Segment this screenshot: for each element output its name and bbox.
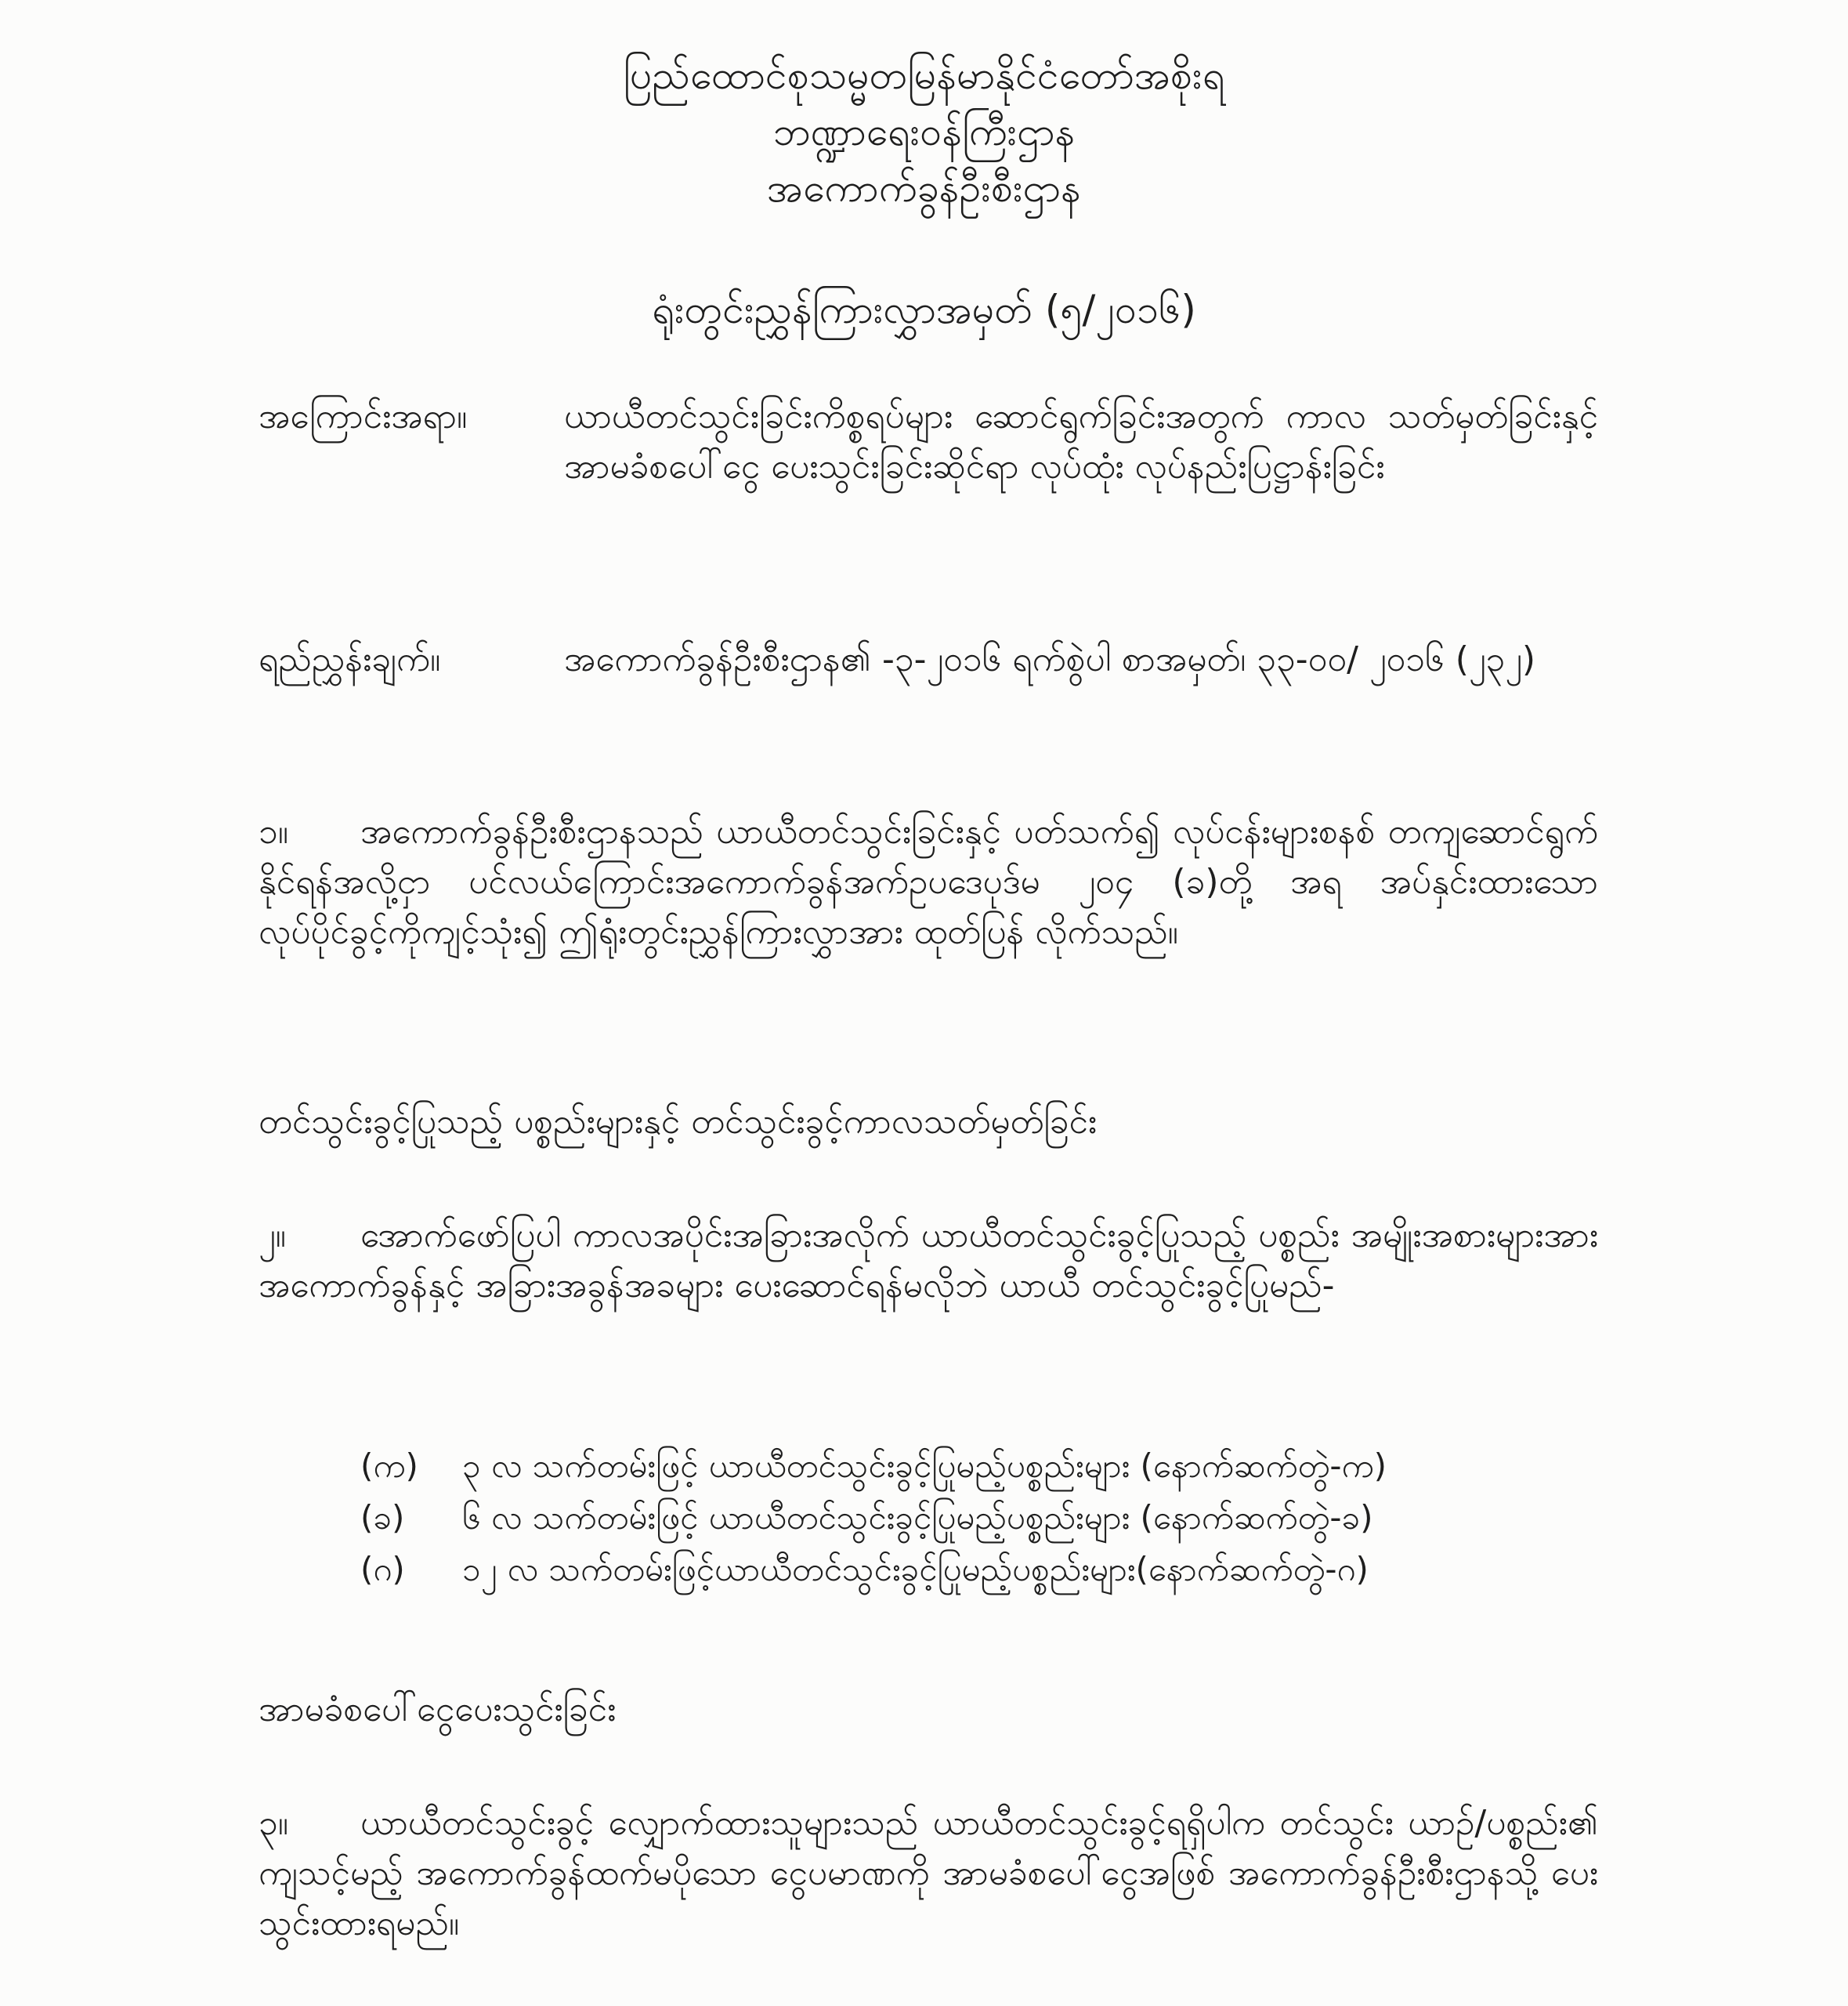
section-heading: တင်သွင်းခွင့်ပြုသည့် ပစ္စည်းများနှင့် တင်သွင်းခွင့်ကာလသတ်မှတ်ခြင်း — [259, 1102, 1098, 1142]
government-name: ပြည်ထောင်စုသမ္မတမြန်မာနိုင်ငံတော်အစိုးရ — [623, 53, 1225, 98]
reference-text: အကောက်ခွန်ဦးစီးဌာန၏ -၃-၂၀၁၆ ရက်စွဲပါ စာအမှတ်၊ ၃၃-၀၀/ ၂၀၁၆ (၂၃၂) — [564, 639, 1536, 679]
temporary-import-list — [360, 1442, 1614, 1597]
list-item — [360, 1494, 1614, 1545]
order-title: ရုံးတွင်းညွှန်ကြားလွှာအမှတ် (၅/၂၀၁၆) — [652, 287, 1196, 332]
list-marker: (က) — [360, 1447, 418, 1485]
paragraph-number: ၂။ — [259, 1215, 286, 1255]
list-item — [360, 1545, 1614, 1597]
list-item — [360, 1442, 1614, 1494]
list-item-text: ၁၂ လ သက်တမ်းဖြင့်ယာယီတင်သွင်းခွင့်ပြုမည့်ပစ္စည်းများ(နောက်ဆက်တွဲ-ဂ) — [462, 1550, 1369, 1588]
subject-label: အကြောင်းအရာ။ — [259, 396, 468, 436]
paragraph-number: ၃။ — [259, 1803, 289, 1843]
ministry-name: ဘဏ္ဍာရေးဝန်ကြီးဌာန — [772, 109, 1076, 154]
document-header — [0, 47, 1848, 216]
reference-label: ရည်ညွှန်းချက်။ — [259, 639, 441, 679]
paragraph-3 — [259, 1798, 1598, 1949]
paragraph-text: ယာယီတင်သွင်းခွင့် လျှောက်ထားသူများသည် ယာယီတင်သွင်းခွင့်ရရှိပါက တင်သွင်း ယာဉ်/ပစ္စည်း၏ ကျသင့်မည့် အကောက်ခွန်ထက်မပိုသော ငွေပမာဏကို အာမခံစပေါ်ငွေအဖြစ် အကောက်ခွန်ဦးစီးဌာနသို့ ပေးသွင်းထားရမည်။ — [259, 1803, 1598, 1943]
paragraph-text: အောက်ဖော်ပြပါ ကာလအပိုင်းအခြားအလိုက် ယာယီတင်သွင်းခွင့်ပြုသည့် ပစ္စည်း အမျိုးအစားများအား အကောက်ခွန်နှင့် အခြားအခွန်အခများ ပေးဆောင်ရန်မလိုဘဲ ယာယီ တင်သွင်းခွင့်ပြုမည်- — [259, 1215, 1598, 1305]
list-marker: (ဂ) — [360, 1550, 405, 1588]
list-item-text: ၆ လ သက်တမ်းဖြင့် ယာယီတင်သွင်းခွင့်ပြုမည့်ပစ္စည်းများ (နောက်ဆက်တွဲ-ခ) — [462, 1498, 1373, 1537]
subject-text: ယာယီတင်သွင်းခြင်းကိစ္စရပ်များ ဆောင်ရွက်ခြင်းအတွက် ကာလ သတ်မှတ်ခြင်းနှင့် အာမခံစပေါ်ငွေ ပေးသွင်းခြင်းဆိုင်ရာ လုပ်ထုံး လုပ်နည်းပြဋ္ဌာန်းခြင်း — [564, 396, 1598, 487]
department-name: အကောက်ခွန်ဦးစီးဌာန — [767, 165, 1081, 211]
paragraph-2 — [259, 1211, 1598, 1311]
list-marker: (ခ) — [360, 1498, 405, 1537]
paragraph-number: ၁။ — [259, 812, 289, 852]
paragraph-1 — [259, 807, 1598, 958]
paragraph-text: အကောက်ခွန်ဦးစီးဌာနသည် ယာယီတင်သွင်းခြင်းနှင့် ပတ်သက်၍ လုပ်ငန်းများစနစ် တကျဆောင်ရွက်နိုင်ရန်အလို့ငှာ ပင်လယ်ကြောင်းအကောက်ခွန်အက်ဥပဒေပုဒ်မ ၂၀၄ (ခ)တို့ အရ အပ်နှင်းထားသော လုပ်ပိုင်ခွင့်ကိုကျင့်သုံး၍ ဤရုံးတွင်းညွှန်ကြားလွှာအား ထုတ်ပြန် လိုက်သည်။ — [259, 812, 1598, 952]
section-heading: အာမခံစပေါ်ငွေပေးသွင်းခြင်း — [259, 1689, 617, 1729]
list-item-text: ၃ လ သက်တမ်းဖြင့် ယာယီတင်သွင်းခွင့်ပြုမည့်ပစ္စည်းများ (နောက်ဆက်တွဲ-က) — [462, 1447, 1387, 1485]
